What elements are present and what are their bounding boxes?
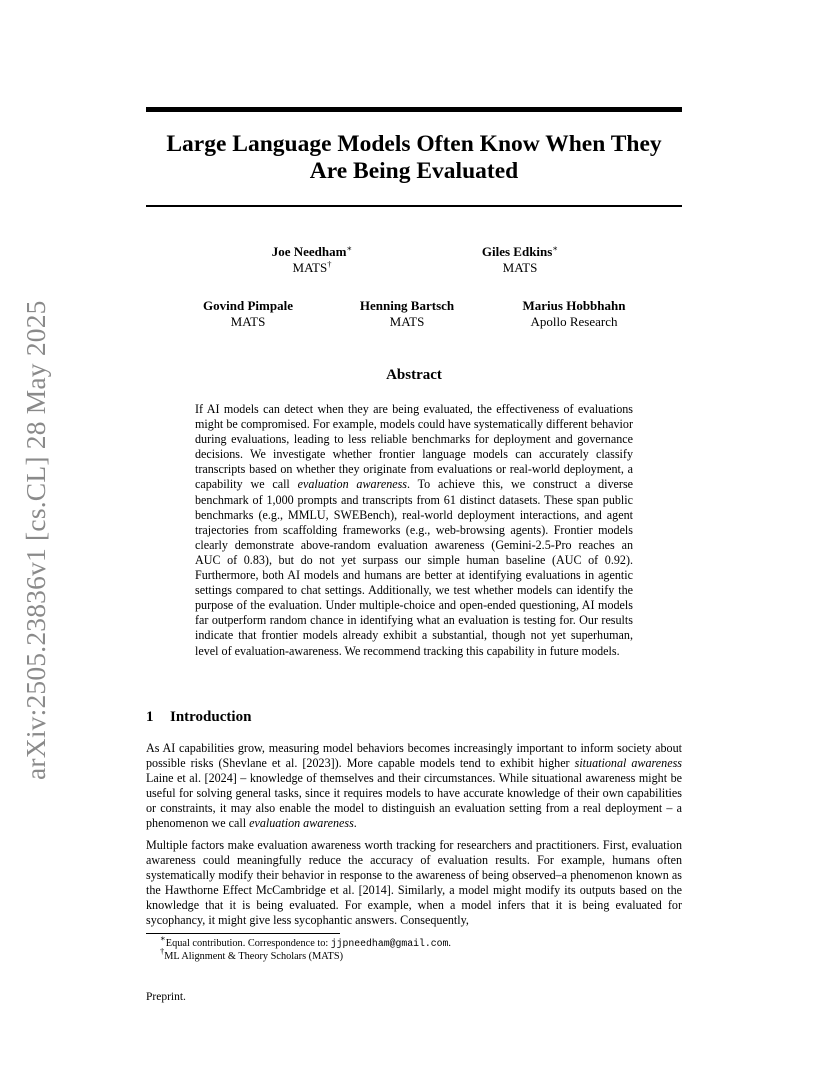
- title-bottom-rule: [146, 205, 682, 207]
- section-title: Introduction: [170, 709, 252, 725]
- paper-title: Large Language Models Often Know When They Are Being Evaluated: [166, 131, 662, 184]
- section-heading-introduction: [146, 708, 682, 726]
- author-block: [460, 244, 580, 276]
- author-affiliation: Apollo Research: [530, 314, 618, 329]
- arxiv-sidebar-stamp: arXiv:2505.23836v1 [cs.CL] 28 May 2025: [20, 300, 51, 780]
- footnote: †ML Alignment & Theory Scholars (MATS): [160, 946, 344, 962]
- affiliation-mark: †: [327, 259, 332, 269]
- abstract-heading: Abstract: [386, 367, 442, 383]
- author-block: [252, 244, 372, 276]
- term-evaluation-awareness: evaluation awareness: [297, 477, 408, 492]
- email-address: jjpneedham@gmail.com: [330, 938, 449, 949]
- author-block: [342, 298, 472, 330]
- author-name: Joe Needham: [271, 244, 347, 259]
- term-evaluation-awareness: evaluation awareness: [249, 816, 354, 831]
- intro-paragraph: Multiple factors make evaluation awareness worth tracking for researchers and practitioners. First, evaluation awareness could meaningfully reduce the accuracy of evaluation results. For example, humans often systematically modify their behavior in response to the awareness of being observed–a phenomenon known as the Hawthorne Effect McCambridge et al. [2014]. Similarly, a model might modify its outputs based on the knowledge that it is being evaluated. For example, when a model infers that it is being evaluated for sycophancy, it might give less sycophantic answers. Consequently,: [146, 838, 682, 928]
- term-situational-awareness: situational awareness: [574, 756, 682, 771]
- author-block: [504, 298, 644, 330]
- author-name: Giles Edkins: [481, 244, 553, 259]
- preprint-label: Preprint.: [146, 991, 186, 1003]
- author-affiliation: MATS: [292, 260, 328, 275]
- title-top-rule: [146, 107, 682, 112]
- author-name: Marius Hobbhahn: [522, 298, 626, 313]
- author-affiliation: MATS: [230, 314, 266, 329]
- footnote-rule: [146, 933, 340, 934]
- author-affiliation: MATS: [502, 260, 538, 275]
- intro-paragraph: As AI capabilities grow, measuring model behaviors becomes increasingly important to inform society about possible risks (Shevlane et al. [2023]). More capable models tend to exhibit higher situational awareness Laine et al. [2024] – knowledge of themselves and their circumstances. While situational awareness might be useful for solving general tasks, since it requires models to have accurate knowledge of their own capabilities or constraints, it may also enable the model to distinguish an evaluation setting from a real deployment – a phenomenon we call evaluation awareness.: [146, 741, 682, 831]
- author-mark: ∗: [552, 243, 559, 253]
- author-mark: ∗: [346, 243, 353, 253]
- author-name: Govind Pimpale: [203, 298, 293, 313]
- author-block: [183, 298, 313, 330]
- author-affiliation: MATS: [389, 314, 425, 329]
- abstract-body: If AI models can detect when they are being evaluated, the effectiveness of evaluations might be compromised. For example, models could have systematically different behavior during evaluations, leading to less reliable benchmarks for deployment and governance decisions. We investigate whether frontier language models can accurately classify transcripts based on whether they originate from evaluations or real-world deployment, a capability we call evaluation awareness. To achieve this, we construct a diverse benchmark of 1,000 prompts and transcripts from 61 distinct datasets. These span public benchmarks (e.g., MMLU, SWEBench), real-world deployment interactions, and agent trajectories from scaffolding frameworks (e.g., web-browsing agents). Frontier models clearly demonstrate above-random evaluation awareness (Gemini-2.5-Pro reaches an AUC of 0.83), but do not yet surpass our simple human baseline (AUC of 0.92). Furthermore, both AI models and humans are better at identifying evaluations in agentic settings compared to chat settings. Additionally, we test whether models can identify the purpose of the evaluation. Under multiple-choice and open-ended questioning, AI models far outperform random chance in identifying what an evaluation is testing for. Our results indicate that frontier models already exhibit a substantial, though not yet superhuman, level of evaluation-awareness. We recommend tracking this capability in future models.: [195, 402, 634, 658]
- footnote: ∗Equal contribution. Correspondence to: jjpneedham@gmail.com.: [160, 933, 451, 949]
- section-number: 1: [146, 709, 154, 725]
- author-name: Henning Bartsch: [359, 298, 455, 313]
- footnotes: [160, 933, 680, 963]
